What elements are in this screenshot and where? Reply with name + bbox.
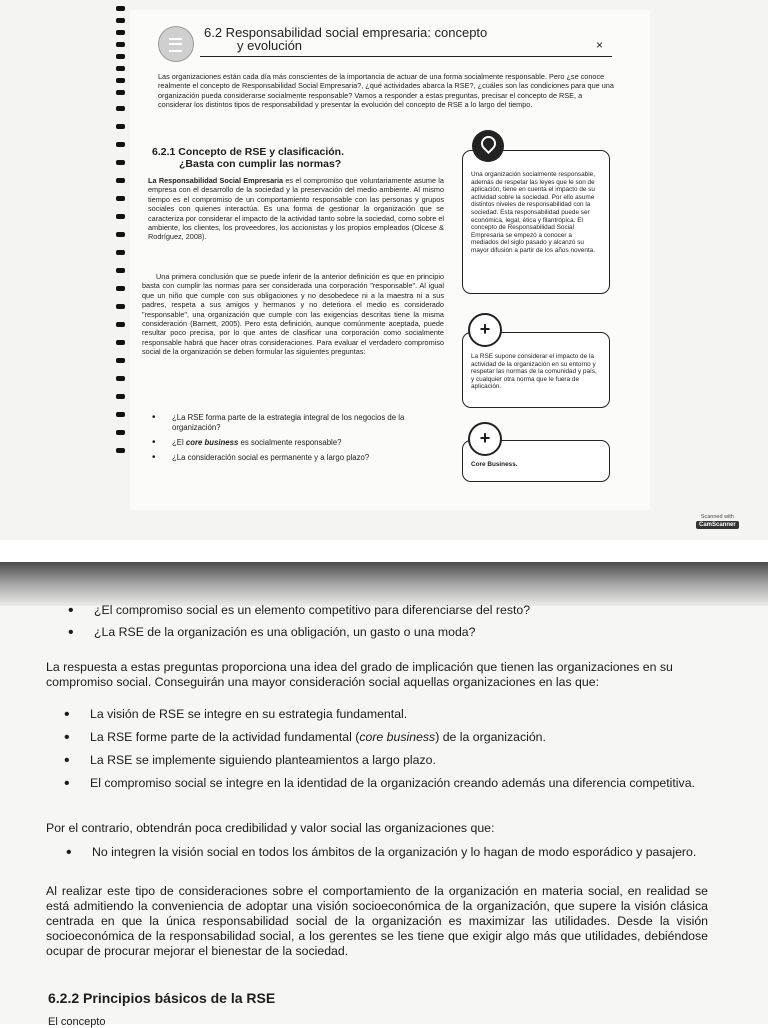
sidebar-note-text: Core Business. (471, 461, 518, 468)
bullet-text: es socialmente responsable? (238, 438, 342, 447)
list-item: • ¿El compromiso social es un elemento competitivo para diferenciarse del resto? (68, 603, 754, 618)
subsection-title-line2: ¿Basta con cumplir las normas? (179, 158, 342, 170)
list-item: • ¿La RSE forma parte de la estrategia integral de los negocios de la organización? (152, 413, 442, 433)
close-icon: × (596, 38, 604, 52)
list-text: ) de la organización. (435, 730, 546, 744)
list-item: • ¿La consideración social es permanente y a largo plazo? (152, 453, 442, 463)
list-item: • ¿La RSE de la organización es una obligación, un gasto o una moda? (68, 625, 754, 640)
bullet-emphasis: core business (185, 438, 239, 447)
list-item: • La visión de RSE se integre en su estrategia fundamental. (64, 707, 730, 722)
section-subtitle: y evolución (237, 38, 303, 53)
location-pin-icon (472, 130, 504, 162)
cut-off-text: El concepto (48, 1016, 106, 1028)
contrast-paragraph: Por el contrario, obtendrán poca credibilidad y valor social las organizaciones que: (46, 821, 495, 835)
subsection-title-line1: 6.2.1 Concepto de RSE y clasificación. (152, 146, 344, 158)
watermark-logo: CamScanner (696, 521, 739, 529)
response-paragraph: La respuesta a estas preguntas proporciona una idea del grado de implicación que tienen las organizaciones en su compromiso social. Conseguirán una mayor consideración social aquellas organizaciones en las que: (46, 660, 673, 689)
list-item (152, 438, 442, 448)
list-item (64, 730, 730, 745)
list-item: • El compromiso social se integre en la identidad de la organización creando además una diferencia competitiva. (64, 776, 720, 791)
camscanner-watermark (696, 514, 739, 529)
plus-icon: + (468, 422, 502, 456)
conclusion-paragraph: Una primera conclusión que se puede inferir de la anterior definición es que en principio basta con cumplir las normas para ser considerada una corporación "responsable". Al igual que un niño que cumple con sus obligaciones y no desobedece ni a la maestra ni a sus padres, respeta a sus amigos y hermanos y no deteriora el medio es considerado "responsable", una organización que cumple con las exigencias descritas tiene la misma consideración (Barnett, 2005). Pero esta definición, aunque comúnmente aceptada, puede resultar poco precisa, por lo que antes de clasificar una corporación como socialmente responsable habrá que hacer otras consideraciones. Para evaluar el verdadero compromiso social de la organización se deben formular las siguientes preguntas: (142, 272, 444, 357)
sidebar-note-definition (462, 150, 610, 294)
spiral-binding (114, 0, 130, 470)
list-text: La RSE forme parte de la actividad fundamental ( (90, 730, 360, 744)
section-menu-icon (158, 26, 194, 62)
section-title: 6.2 Responsabilidad social empresaria: concepto (204, 25, 488, 40)
page-gap (0, 540, 768, 562)
list-emphasis: core business (359, 730, 436, 744)
socioeconomic-paragraph: Al realizar este tipo de consideraciones sobre el comportamiento de la organización en materia social, en realidad se está admitiendo la conveniencia de adoptar una visión socioeconómica de la organización, que supere la visión clásica centrada en que la única responsabilidad social de la organización es maximizar las utilidades. Desde la visión socioeconómica de la responsabilidad social, a los gerentes se les tiene que exigir algo más que utilidades, debiéndose ocupar de procurar mejorar el bienestar de la sociedad. (46, 884, 708, 958)
sidebar-note-text: Una organización socialmente responsable, además de respetar las leyes que le son de aplicación, tiene en cuenta el impacto de su actividad sobre la sociedad. Por ello asume distintos niveles de responsabilidad con la sociedad. Esta responsabilidad puede ser económica, legal, ética y filantrópica. El concepto de Responsabilidad Social Empresaria se empezó a conocer a mediados del siglo pasado y alcanzó su mayor difusión a partir de los años noventa. (471, 171, 595, 254)
list-item: • No integren la visión social en todos los ámbitos de la organización y lo hagan de modo esporádico y pasajero. (66, 845, 728, 860)
subsection-title-6-2-1 (152, 146, 344, 170)
question-list (152, 413, 442, 468)
header-rule (200, 56, 612, 57)
intro-paragraph: Las organizaciones están cada día más conscientes de la importancia de actuar de una forma socialmente responsable. Pero ¿se conoce realmente el concepto de Responsabilidad Social Empresaria?, ¿qué actividades abarca la RSE?, ¿cuáles son las condiciones para que una organización pueda considerarse socialmente responsable? Vamos a responder a estas preguntas, precisar el concepto de RSE, a considerar los distintos tipos de responsabilidad y presentar la evolución del concepto de RSE a lo largo del tiempo. (158, 72, 614, 110)
bullet-text: ¿El (172, 438, 186, 447)
rse-term: La Responsabilidad Social Empresaria (148, 176, 284, 185)
list-item: • La RSE se implemente siguiendo planteamientos a largo plazo. (64, 753, 730, 768)
watermark-caption: Scanned with (700, 514, 734, 520)
subsection-title-6-2-2: 6.2.2 Principios básicos de la RSE (48, 990, 276, 1006)
sidebar-note-text: La RSE supone considerar el impacto de la actividad de la organización en su entorno y respetar las normas de la comunidad y país, y cualquier otra norma que le fuera de aplicación. (471, 353, 597, 391)
definition-paragraph (148, 176, 444, 242)
page-edge-shadow (0, 562, 768, 606)
definition-text: es el compromiso que voluntariamente asume la empresa con el desarrollo de la sociedad y la preservación del medio ambiente. Al mismo tiempo es el compromiso de un comportamiento responsable con las personas y grupos sociales con quienes interactúa. Es una forma de gestionar la organización que se caracteriza por considerar el impacto de la actividad tanto sobre la sociedad, como sobre el ambiente, los clientes, los proveedores, los accionistas y los propios empleados (Olcese & Rodríguez, 2008). (148, 176, 444, 242)
plus-icon: + (468, 313, 502, 347)
